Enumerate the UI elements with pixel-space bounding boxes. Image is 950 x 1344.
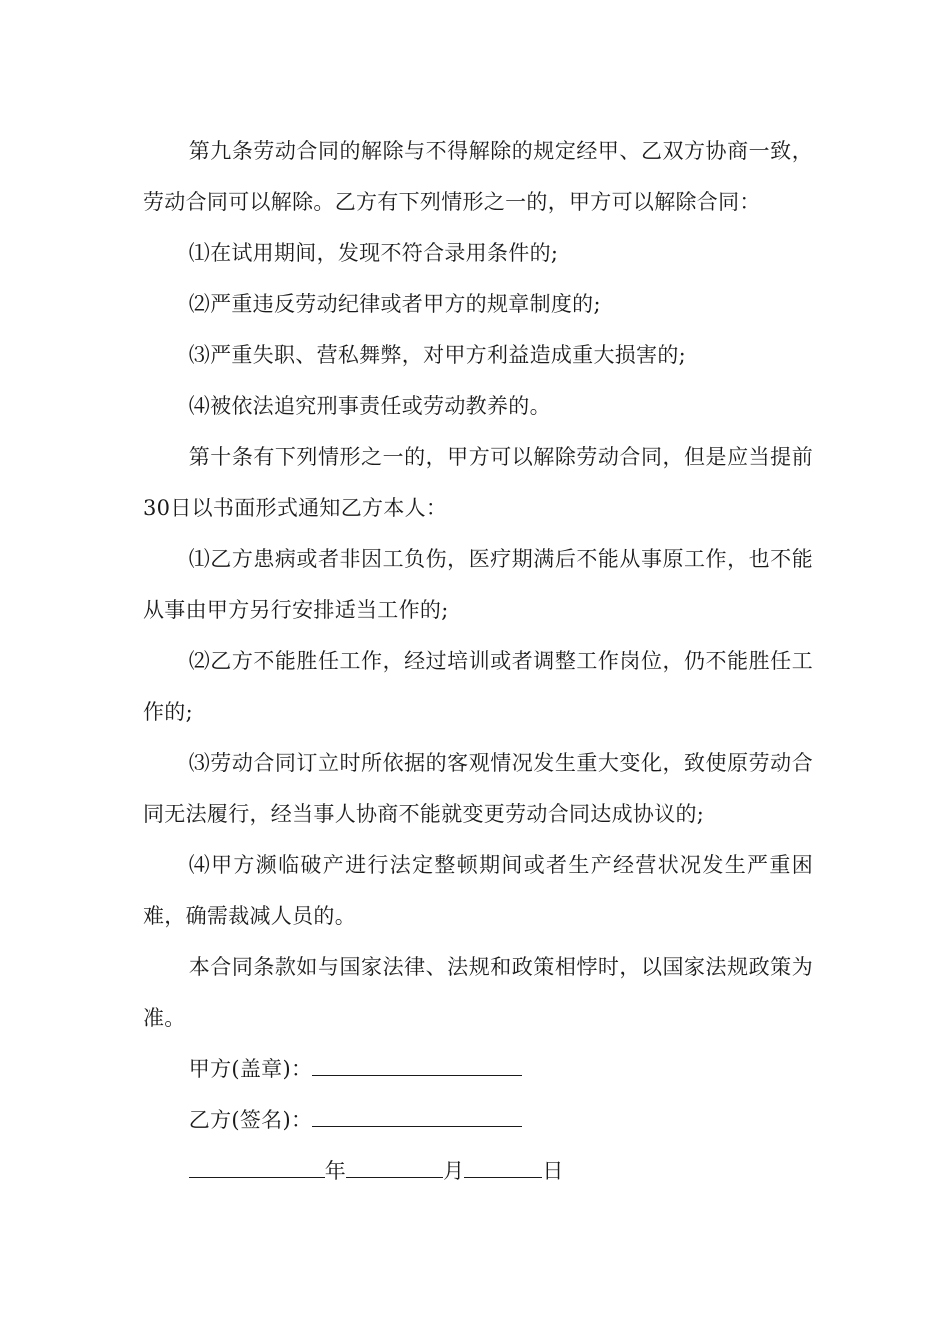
article-10-item-4: ⑷甲方濒临破产进行法定整顿期间或者生产经营状况发生严重困难，确需裁减人员的。 — [143, 853, 813, 928]
article-9-item-1: ⑴在试用期间，发现不符合录用条件的; — [188, 241, 559, 265]
date-line — [143, 1146, 813, 1197]
conflict-clause-paragraph: 本合同条款如与国家法律、法规和政策相悖时，以国家法规政策为准。 — [143, 955, 813, 1030]
article-9-item-4: ⑷被依法追究刑事责任或劳动教养的。 — [188, 394, 551, 418]
article-9-item-2: ⑵严重违反劳动纪律或者甲方的规章制度的; — [188, 292, 601, 316]
article-9-item-3: ⑶严重失职、营私舞弊，对甲方利益造成重大损害的; — [188, 343, 687, 367]
party-b-signature-line — [143, 1095, 813, 1146]
party-b-label: 乙方(签名)： — [188, 1108, 313, 1132]
day-blank[interactable] — [464, 1159, 542, 1178]
article-10-item-3: ⑶劳动合同订立时所依据的客观情况发生重大变化，致使原劳动合同无法履行，经当事人协商不能就变更劳动合同达成协议的; — [143, 751, 813, 826]
month-label: 月 — [443, 1159, 465, 1183]
party-b-signature-blank[interactable] — [312, 1108, 522, 1127]
document-body — [143, 126, 813, 1197]
year-label: 年 — [324, 1159, 347, 1183]
party-a-signature-line — [143, 1044, 813, 1095]
year-blank[interactable] — [189, 1159, 325, 1178]
article-10-item-2: ⑵乙方不能胜任工作，经过培训或者调整工作岗位，仍不能胜任工作的; — [143, 649, 813, 724]
month-blank[interactable] — [346, 1159, 443, 1178]
party-a-seal-blank[interactable] — [312, 1057, 522, 1076]
article-10-paragraph: 第十条有下列情形之一的，甲方可以解除劳动合同，但是应当提前30日以书面形式通知乙方本人： — [143, 445, 813, 520]
article-10-item-1: ⑴乙方患病或者非因工负伤，医疗期满后不能从事原工作，也不能从事由甲方另行安排适当工作的; — [143, 547, 813, 622]
article-9-paragraph: 第九条劳动合同的解除与不得解除的规定经甲、乙双方协商一致，劳动合同可以解除。乙方有下列情形之一的，甲方可以解除合同： — [143, 139, 813, 214]
day-label: 日 — [542, 1159, 564, 1183]
party-a-label: 甲方(盖章)： — [188, 1057, 313, 1081]
